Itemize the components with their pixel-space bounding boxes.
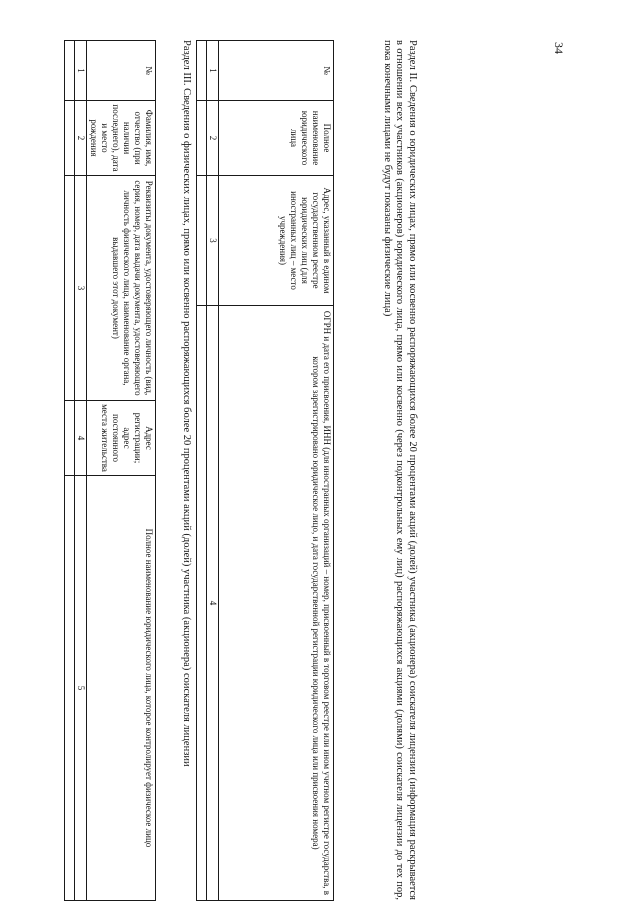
col-number-3: 3 [75, 176, 87, 401]
section-2-table [196, 40, 334, 901]
table-header-row [219, 41, 334, 901]
header-address: Адрес, указанный в едином государственном реестре юридических лиц (для иностранных лиц – место учреждения) [219, 176, 334, 306]
table-number-row [207, 41, 219, 901]
header-registration-address: Адрес регистрации; адрес постоянного места жительства [87, 401, 156, 476]
col-number-2: 2 [75, 101, 87, 176]
col-number-3: 3 [207, 176, 219, 306]
section-2-title: Раздел II. Сведения о юридических лицах, прямо или косвенно распоряжающихся более 20 процентами акций (долей) участника (акционера) соискателя лицензии (информация раскрывается в отношении всех участников (акционеров) юридического лица, прямо или косвенно (через подконтрольных ему лиц) распоряжающихся акциями (долями) соискателя лицензии до тех пор, пока конечными лицами не будут показаны физические лица) [382, 40, 418, 900]
table-header-row [87, 41, 156, 901]
table-empty-row [65, 41, 75, 901]
header-number: № [87, 41, 156, 101]
col-number-2: 2 [207, 101, 219, 176]
header-id-document: Реквизиты документа, удостоверяющего личность (вид, серия, номер, дата выдачи документа, удостоверяющего личность физического лица, наименование органа, выдавшего этот документ) [87, 176, 156, 401]
page-number: 34 [552, 42, 566, 54]
header-controlled-entity: Полное наименование юридического лица, которое контролирует физическое лицо [87, 476, 156, 901]
section-3-title: Раздел III. Сведения о физических лицах, прямо или косвенно распоряжающихся более 20 процентами акций (долей) участника (акционера) соискателя лицензии [181, 40, 192, 767]
table-empty-row [197, 41, 207, 901]
col-number-5: 5 [75, 476, 87, 901]
col-number-4: 4 [75, 401, 87, 476]
table-number-row [75, 41, 87, 901]
rotated-page-content [76, 40, 418, 900]
section-3-table [64, 40, 156, 901]
header-full-name: Фамилия, имя, отчество (при наличии последнего), дата и место рождения [87, 101, 156, 176]
header-number: № [219, 41, 334, 101]
header-legal-name: Полное наименование юридического лица [219, 101, 334, 176]
col-number-1: 1 [207, 41, 219, 101]
col-number-1: 1 [75, 41, 87, 101]
col-number-4: 4 [207, 306, 219, 901]
header-ogrn-inn: ОГРН и дата его присвоения, ИНН (для иностранных организаций – номер, присвоенный в торговом реестре или ином учетном регистре государства, в котором зарегистрировано юридическое лицо, и дата государственной регистрации юридического лица или присвоения номера) [219, 306, 334, 901]
